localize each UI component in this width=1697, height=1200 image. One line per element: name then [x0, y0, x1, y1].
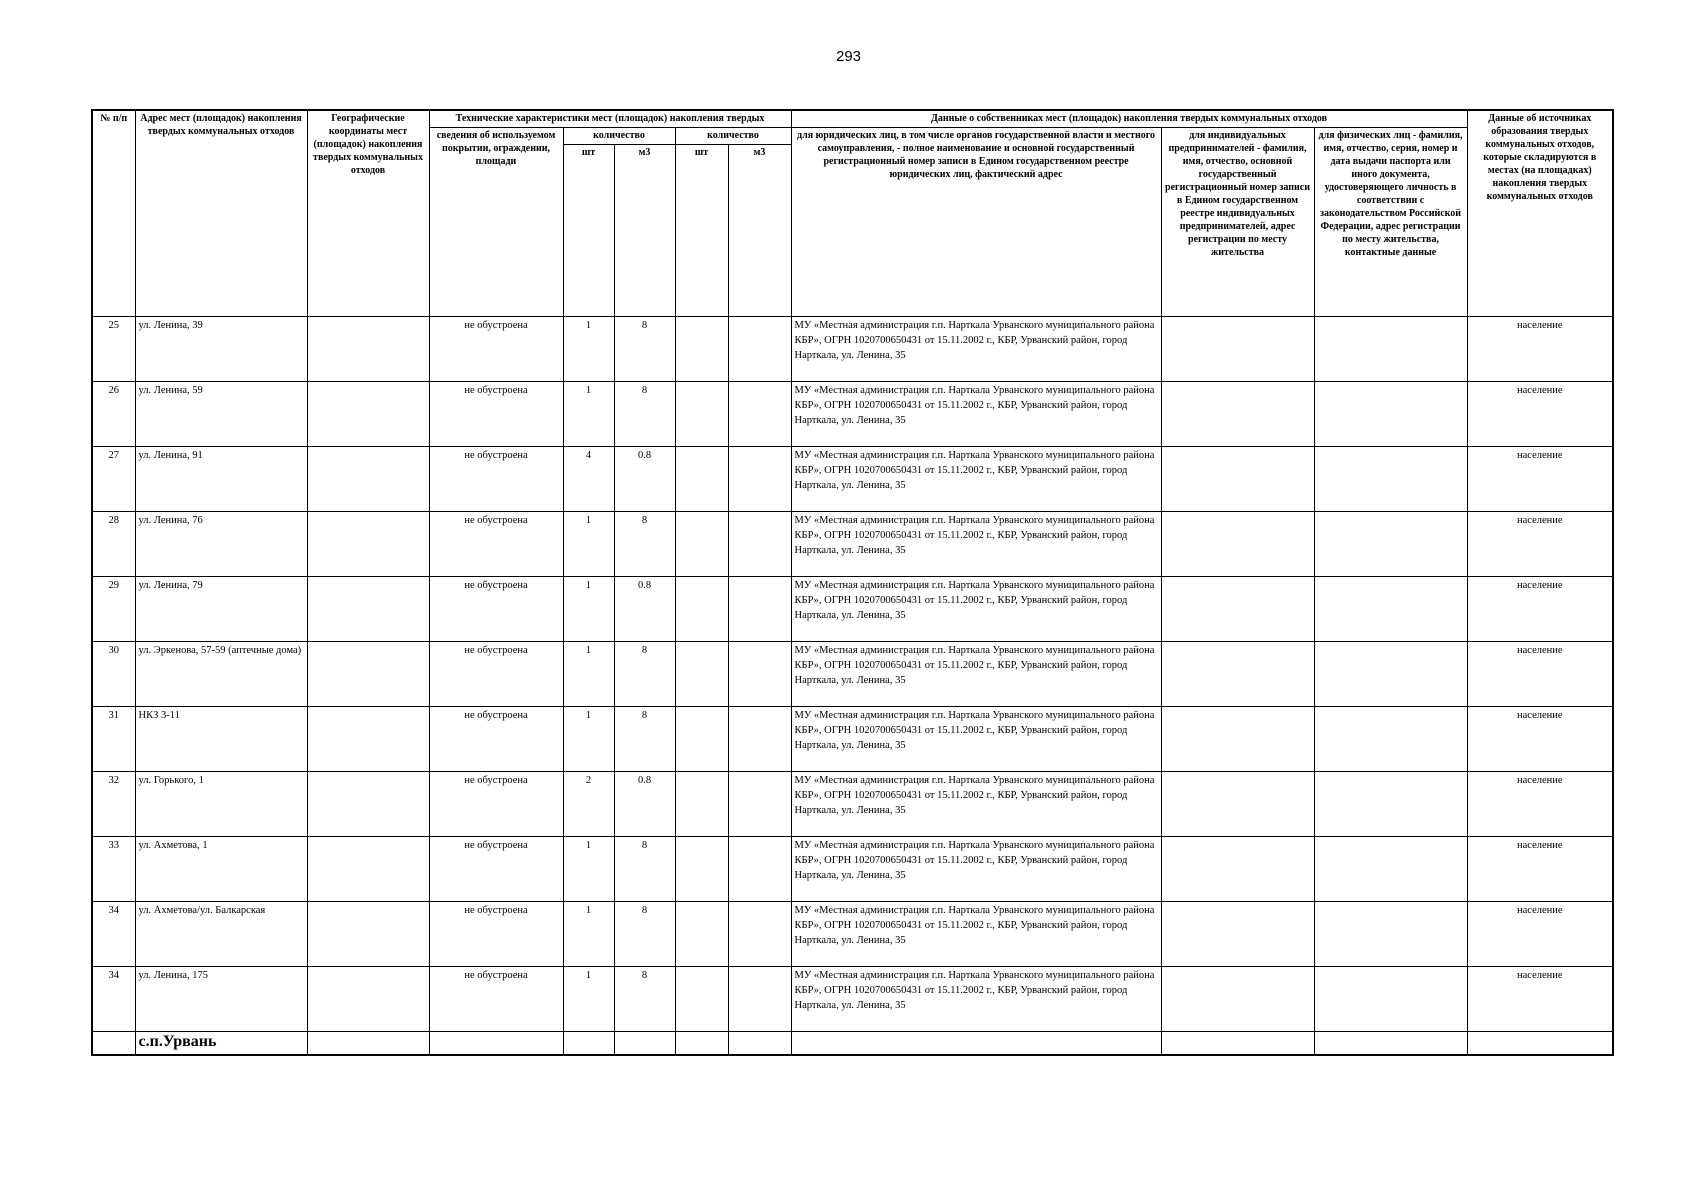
cell-geo [307, 382, 429, 447]
cell-pcs: 1 [563, 902, 614, 967]
table-row [92, 512, 1613, 577]
cell-address: ул. Ленина, 79 [135, 577, 307, 642]
cell-physical [1314, 967, 1467, 1032]
cell-planned-pcs [675, 512, 728, 577]
cell-ip [1161, 317, 1314, 382]
page-number: 293 [835, 48, 862, 65]
cell-address: НКЗ 3-11 [135, 707, 307, 772]
cell-physical [1314, 707, 1467, 772]
cell-source: население [1467, 512, 1613, 577]
cell-planned-m3 [728, 382, 791, 447]
section-empty-cell [1467, 1032, 1613, 1056]
table-row [92, 382, 1613, 447]
header-unit-m3: м3 [614, 145, 675, 317]
cell-ip [1161, 512, 1314, 577]
cell-planned-m3 [728, 837, 791, 902]
cell-physical [1314, 772, 1467, 837]
cell-num: 34 [92, 967, 135, 1032]
header-technical: Технические характеристики мест (площадок) накопления твердых [429, 110, 791, 128]
cell-source: население [1467, 772, 1613, 837]
cell-owner: МУ «Местная администрация г.п. Нарткала Урванского муниципального района КБР», ОГРН 1020700650431 от 15.11.2002 г., КБР, Урванский район, город Нарткала, ул. Ленина, 35 [791, 642, 1161, 707]
cell-planned-m3 [728, 642, 791, 707]
cell-planned-pcs [675, 772, 728, 837]
cell-coverage: не обустроена [429, 382, 563, 447]
cell-m3: 0.8 [614, 577, 675, 642]
cell-planned-m3 [728, 967, 791, 1032]
cell-planned-m3 [728, 447, 791, 512]
cell-source: население [1467, 967, 1613, 1032]
cell-physical [1314, 447, 1467, 512]
cell-owner: МУ «Местная администрация г.п. Нарткала Урванского муниципального района КБР», ОГРН 1020700650431 от 15.11.2002 г., КБР, Урванский район, город Нарткала, ул. Ленина, 35 [791, 967, 1161, 1032]
cell-m3: 8 [614, 707, 675, 772]
section-empty-cell [728, 1032, 791, 1056]
header-individual-entrepreneurs: для индивидуальных предпринимателей - фамилия, имя, отчество, основной государственный регистрационный номер записи в Едином государственном реестре индивидуальных предпринимателей, адрес регистрации по месту жительства [1161, 128, 1314, 317]
cell-physical [1314, 382, 1467, 447]
cell-num: 30 [92, 642, 135, 707]
cell-source: население [1467, 837, 1613, 902]
header-unit-pcs: шт [563, 145, 614, 317]
cell-ip [1161, 837, 1314, 902]
cell-physical [1314, 317, 1467, 382]
cell-physical [1314, 512, 1467, 577]
cell-pcs: 1 [563, 707, 614, 772]
header-unit-pcs-planned: шт [675, 145, 728, 317]
cell-address: ул. Эркенова, 57-59 (аптечные дома) [135, 642, 307, 707]
header-address: Адрес мест (площадок) накопления твердых коммунальных отходов [135, 110, 307, 317]
cell-m3: 8 [614, 317, 675, 382]
cell-coverage: не обустроена [429, 642, 563, 707]
cell-geo [307, 902, 429, 967]
cell-pcs: 2 [563, 772, 614, 837]
cell-ip [1161, 902, 1314, 967]
cell-planned-pcs [675, 837, 728, 902]
header-sources: Данные об источниках образования твердых коммунальных отходов, которые складируются в местах (на площадках) накопления твердых коммунальных отходов [1467, 110, 1613, 317]
cell-pcs: 1 [563, 577, 614, 642]
cell-planned-m3 [728, 902, 791, 967]
cell-coverage: не обустроена [429, 577, 563, 642]
cell-address: ул. Ленина, 39 [135, 317, 307, 382]
cell-physical [1314, 642, 1467, 707]
cell-num: 25 [92, 317, 135, 382]
table-body [92, 317, 1613, 1056]
section-empty-cell [791, 1032, 1161, 1056]
cell-m3: 0.8 [614, 772, 675, 837]
cell-source: население [1467, 707, 1613, 772]
cell-pcs: 1 [563, 967, 614, 1032]
section-empty-cell [563, 1032, 614, 1056]
section-empty-cell [1314, 1032, 1467, 1056]
cell-planned-m3 [728, 317, 791, 382]
table-row [92, 707, 1613, 772]
cell-address: ул. Ленина, 59 [135, 382, 307, 447]
cell-ip [1161, 642, 1314, 707]
cell-source: население [1467, 577, 1613, 642]
cell-geo [307, 967, 429, 1032]
cell-planned-pcs [675, 642, 728, 707]
cell-planned-m3 [728, 772, 791, 837]
section-empty-cell [614, 1032, 675, 1056]
header-qty-placed: количество [563, 128, 675, 145]
table-row [92, 642, 1613, 707]
cell-geo [307, 512, 429, 577]
cell-ip [1161, 967, 1314, 1032]
cell-coverage: не обустроена [429, 707, 563, 772]
cell-m3: 8 [614, 382, 675, 447]
cell-planned-pcs [675, 577, 728, 642]
cell-planned-pcs [675, 447, 728, 512]
cell-ip [1161, 577, 1314, 642]
cell-num: 29 [92, 577, 135, 642]
cell-ip [1161, 447, 1314, 512]
header-unit-m3-planned: м3 [728, 145, 791, 317]
cell-pcs: 4 [563, 447, 614, 512]
cell-geo [307, 577, 429, 642]
header-physical-persons: для физических лиц - фамилия, имя, отчество, серия, номер и дата выдачи паспорта или иного документа, удостоверяющего личность в соответствии с законодательством Российской Федерации, адрес регистрации по месту жительства, контактные данные [1314, 128, 1467, 317]
cell-planned-m3 [728, 577, 791, 642]
cell-num: 32 [92, 772, 135, 837]
section-label: с.п.Урвань [135, 1032, 307, 1056]
cell-pcs: 1 [563, 837, 614, 902]
cell-owner: МУ «Местная администрация г.п. Нарткала Урванского муниципального района КБР», ОГРН 1020700650431 от 15.11.2002 г., КБР, Урванский район, город Нарткала, ул. Ленина, 35 [791, 902, 1161, 967]
section-empty-cell [92, 1032, 135, 1056]
header-qty-planned: количество [675, 128, 791, 145]
cell-address: ул. Ахметова/ул. Балкарская [135, 902, 307, 967]
section-empty-cell [307, 1032, 429, 1056]
cell-physical [1314, 902, 1467, 967]
cell-planned-pcs [675, 902, 728, 967]
cell-coverage: не обустроена [429, 317, 563, 382]
cell-source: население [1467, 382, 1613, 447]
section-empty-cell [429, 1032, 563, 1056]
cell-address: ул. Ленина, 175 [135, 967, 307, 1032]
cell-coverage: не обустроена [429, 512, 563, 577]
cell-num: 31 [92, 707, 135, 772]
cell-pcs: 1 [563, 382, 614, 447]
cell-owner: МУ «Местная администрация г.п. Нарткала Урванского муниципального района КБР», ОГРН 1020700650431 от 15.11.2002 г., КБР, Урванский район, город Нарткала, ул. Ленина, 35 [791, 382, 1161, 447]
cell-owner: МУ «Местная администрация г.п. Нарткала Урванского муниципального района КБР», ОГРН 1020700650431 от 15.11.2002 г., КБР, Урванский район, город Нарткала, ул. Ленина, 35 [791, 577, 1161, 642]
cell-geo [307, 317, 429, 382]
cell-geo [307, 837, 429, 902]
cell-address: ул. Ленина, 76 [135, 512, 307, 577]
cell-address: ул. Ленина, 91 [135, 447, 307, 512]
cell-source: население [1467, 447, 1613, 512]
cell-coverage: не обустроена [429, 902, 563, 967]
section-empty-cell [1161, 1032, 1314, 1056]
cell-geo [307, 642, 429, 707]
cell-pcs: 1 [563, 642, 614, 707]
cell-owner: МУ «Местная администрация г.п. Нарткала Урванского муниципального района КБР», ОГРН 1020700650431 от 15.11.2002 г., КБР, Урванский район, город Нарткала, ул. Ленина, 35 [791, 837, 1161, 902]
header-owners: Данные о собственниках мест (площадок) накопления твердых коммунальных отходов [791, 110, 1467, 128]
cell-m3: 0.8 [614, 447, 675, 512]
cell-source: население [1467, 317, 1613, 382]
cell-source: население [1467, 642, 1613, 707]
cell-m3: 8 [614, 642, 675, 707]
table-row [92, 772, 1613, 837]
cell-coverage: не обустроена [429, 837, 563, 902]
cell-num: 27 [92, 447, 135, 512]
cell-pcs: 1 [563, 317, 614, 382]
cell-planned-m3 [728, 707, 791, 772]
table-row [92, 902, 1613, 967]
table-row [92, 967, 1613, 1032]
table-row [92, 577, 1613, 642]
section-row [92, 1032, 1613, 1056]
cell-address: ул. Горького, 1 [135, 772, 307, 837]
cell-m3: 8 [614, 902, 675, 967]
cell-num: 28 [92, 512, 135, 577]
cell-ip [1161, 772, 1314, 837]
cell-num: 26 [92, 382, 135, 447]
cell-pcs: 1 [563, 512, 614, 577]
cell-coverage: не обустроена [429, 772, 563, 837]
header-coverage: сведения об используемом покрытии, ограждении, площади [429, 128, 563, 317]
cell-coverage: не обустроена [429, 967, 563, 1032]
cell-owner: МУ «Местная администрация г.п. Нарткала Урванского муниципального района КБР», ОГРН 1020700650431 от 15.11.2002 г., КБР, Урванский район, город Нарткала, ул. Ленина, 35 [791, 447, 1161, 512]
section-empty-cell [675, 1032, 728, 1056]
cell-num: 33 [92, 837, 135, 902]
cell-m3: 8 [614, 967, 675, 1032]
header-num: № п/п [92, 110, 135, 317]
cell-planned-pcs [675, 382, 728, 447]
cell-owner: МУ «Местная администрация г.п. Нарткала Урванского муниципального района КБР», ОГРН 1020700650431 от 15.11.2002 г., КБР, Урванский район, город Нарткала, ул. Ленина, 35 [791, 512, 1161, 577]
cell-ip [1161, 707, 1314, 772]
waste-sites-table [91, 109, 1614, 1056]
cell-geo [307, 447, 429, 512]
table-row [92, 837, 1613, 902]
cell-ip [1161, 382, 1314, 447]
cell-geo [307, 772, 429, 837]
header-geo-coordinates: Географические координаты мест (площадок) накопления твердых коммунальных отходов [307, 110, 429, 317]
cell-planned-pcs [675, 967, 728, 1032]
cell-owner: МУ «Местная администрация г.п. Нарткала Урванского муниципального района КБР», ОГРН 1020700650431 от 15.11.2002 г., КБР, Урванский район, город Нарткала, ул. Ленина, 35 [791, 317, 1161, 382]
cell-m3: 8 [614, 837, 675, 902]
cell-planned-pcs [675, 317, 728, 382]
cell-coverage: не обустроена [429, 447, 563, 512]
cell-source: население [1467, 902, 1613, 967]
cell-planned-m3 [728, 512, 791, 577]
table-row [92, 317, 1613, 382]
table-header [92, 110, 1613, 317]
cell-num: 34 [92, 902, 135, 967]
cell-owner: МУ «Местная администрация г.п. Нарткала Урванского муниципального района КБР», ОГРН 1020700650431 от 15.11.2002 г., КБР, Урванский район, город Нарткала, ул. Ленина, 35 [791, 707, 1161, 772]
cell-m3: 8 [614, 512, 675, 577]
cell-planned-pcs [675, 707, 728, 772]
table-row [92, 447, 1613, 512]
cell-physical [1314, 837, 1467, 902]
cell-geo [307, 707, 429, 772]
cell-address: ул. Ахметова, 1 [135, 837, 307, 902]
header-legal-entities: для юридических лиц, в том числе органов государственной власти и местного самоуправления, - полное наименование и основной государственный регистрационный номер записи в Едином государственном реестре юридических лиц, фактический адрес [791, 128, 1161, 317]
cell-owner: МУ «Местная администрация г.п. Нарткала Урванского муниципального района КБР», ОГРН 1020700650431 от 15.11.2002 г., КБР, Урванский район, город Нарткала, ул. Ленина, 35 [791, 772, 1161, 837]
cell-physical [1314, 577, 1467, 642]
